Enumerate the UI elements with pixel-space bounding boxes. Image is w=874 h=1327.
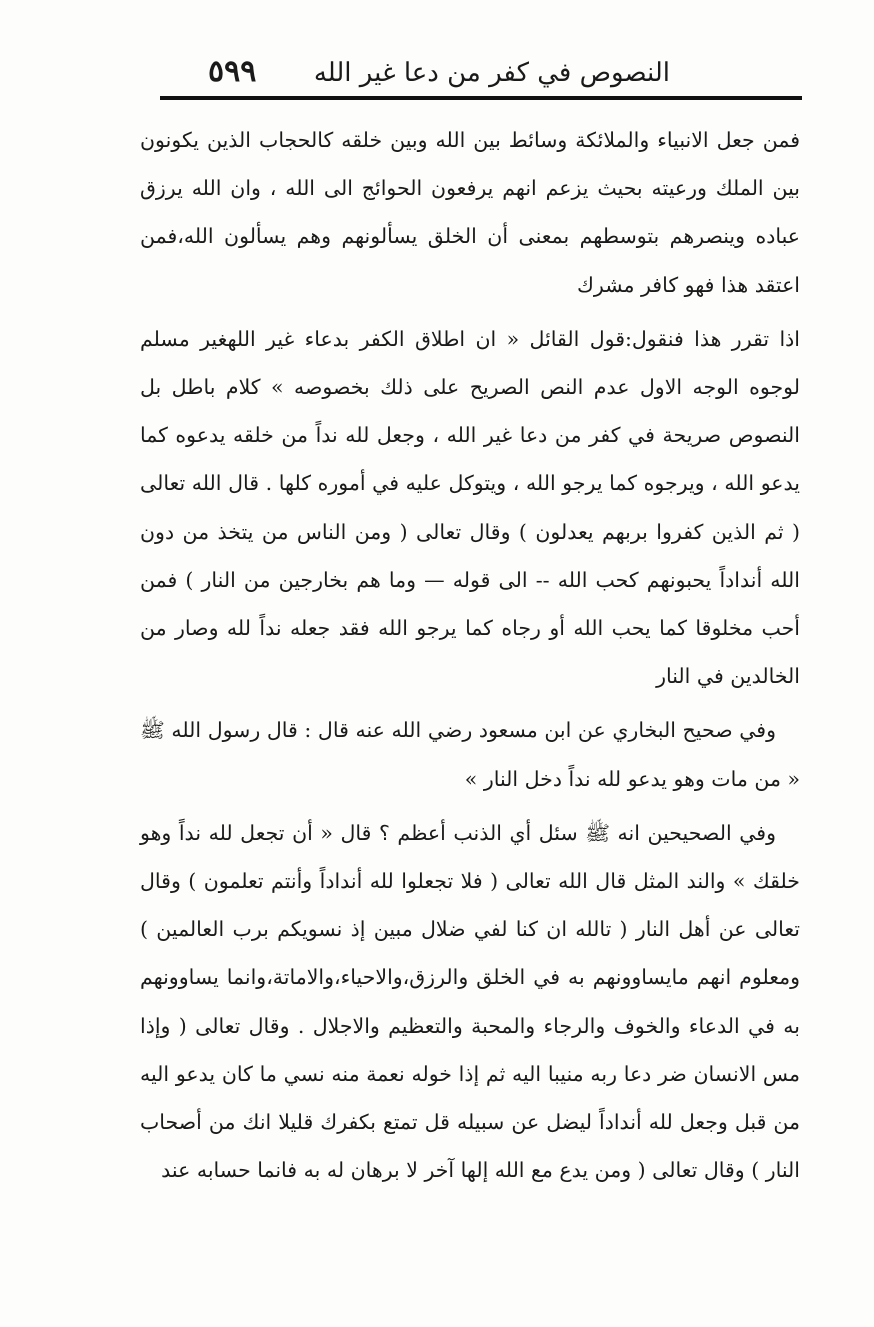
paragraph: وفي الصحيحين انه ﷺ سئل أي الذنب أعظم ؟ قال « أن تجعل لله نداً وهو خلقك » والند المثل قال الله تعالى ( فلا تجعلوا لله أنداداً وأنتم تعلمون ) وقال تعالى عن أهل النار ( تالله ان كنا لفي ضلال مبين إذ نسويكم برب العالمين ) ومعلوم انهم مايساوونهم به في الخلق والرزق،والاحياء،والاماتة،وانما يساوونهم به في الدعاء والخوف والرجاء والمحبة والتعظيم والاجلال . وقال تعالى ( وإذا مس الانسان ضر دعا ربه منيبا اليه ثم إذا خوله نعمة منه نسي ما كان يدعو اليه من قبل وجعل لله أنداداً ليضل عن سبيله قل تمتع بكفرك قليلا انك من أصحاب النار ) وقال تعالى ( ومن يدع مع الله إلها آخر لا برهان له به فانما حسابه عند bbox=[140, 820, 800, 1183]
running-title: النصوص في كفر من دعا غير الله bbox=[313, 58, 670, 88]
paragraph: اذا تقرر هذا فنقول:قول القائل « ان اطلاق الكفر بدعاء غير اللهغير مسلم لوجوه الوجه الاول عدم النص الصريح على ذلك بخصوصه » كلام باطل بل النصوص صريحة في كفر من دعا غير الله ، وجعل لله نداً من خلقه يدعوه كما يدعو الله ، ويرجوه كما يرجو الله ، ويتوكل عليه في أموره كلها . قال الله تعالى ( ثم الذين كفروا بربهم يعدلون ) وقال تعالى ( ومن الناس من يتخذ من دون الله أنداداً يحبونهم كحب الله -- الى قوله — وما هم بخارجين من النار ) فمن أحب مخلوقا كما يحب الله أو رجاه كما يرجو الله فقد جعله نداً لله وصار من الخالدين في النار bbox=[140, 326, 800, 689]
page-header bbox=[160, 52, 800, 96]
paragraph: وفي صحيح البخاري عن ابن مسعود رضي الله عنه قال : قال رسول الله ﷺ « من مات وهو يدعو لله نداً دخل النار » bbox=[140, 718, 800, 791]
page-number: ٥٩٩ bbox=[208, 54, 257, 89]
body-text bbox=[140, 116, 800, 1200]
paragraph: فمن جعل الانبياء والملائكة وسائط بين الله وبين خلقه كالحجاب الذين يكونون بين الملك ورعيته بحيث يزعم انهم يرفعون الحوائج الى الله ، وان الله يرزق عباده وينصرهم بتوسطهم بمعنى أن الخلق يسألونهم وهم يسألون الله،فمن اعتقد هذا فهو كافر مشرك bbox=[140, 128, 800, 297]
header-rule bbox=[160, 96, 802, 100]
